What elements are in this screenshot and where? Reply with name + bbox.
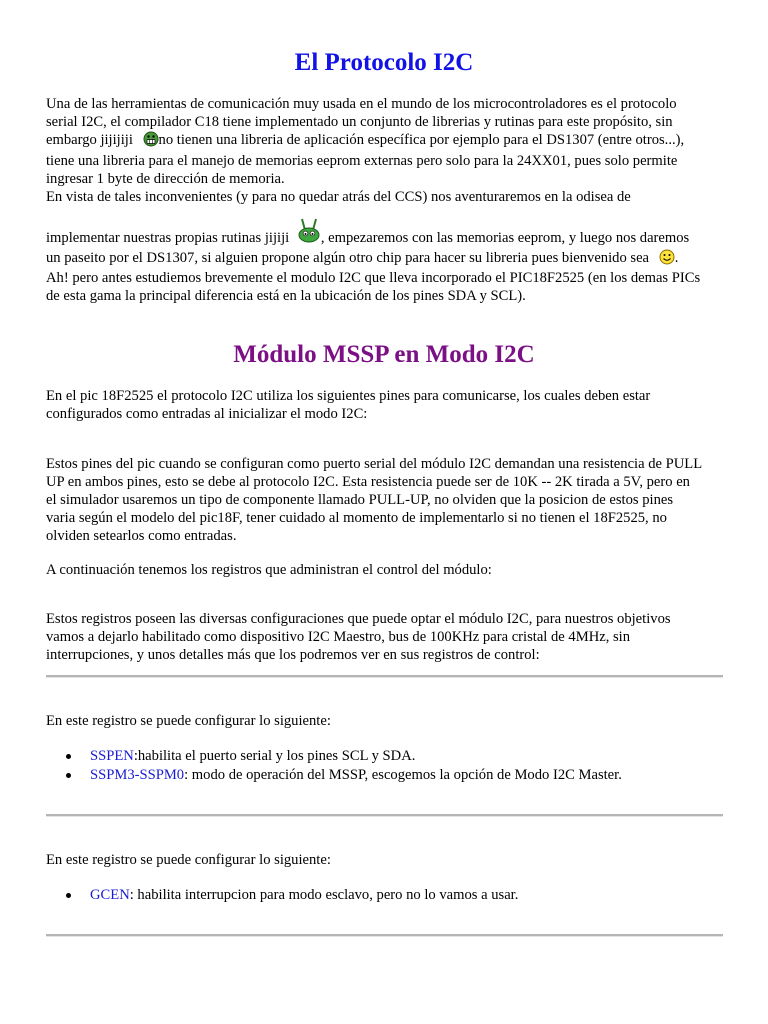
separator bbox=[46, 934, 723, 937]
intro-line-7 bbox=[46, 218, 726, 249]
bug-emoticon-icon bbox=[297, 218, 321, 249]
intro-line-3-start: embargo jijijiji bbox=[46, 132, 133, 148]
intro-line-4: tiene una libreria para el manejo de memorias eeprom externas pero solo para la 24XX01, pues solo permite bbox=[46, 153, 678, 169]
separator bbox=[46, 814, 723, 817]
list-item bbox=[46, 747, 726, 766]
register1-list bbox=[46, 747, 726, 785]
pullup-line-5: olviden setearlos como entradas. bbox=[46, 528, 237, 544]
intro-line-7-end: , empezaremos con las memorias eeprom, y luego nos daremos bbox=[320, 230, 690, 246]
registers-line-3: interrupciones, y unos detalles más que los podremos ver en sus registros de control: bbox=[46, 647, 540, 663]
section-title: Módulo MSSP en Modo I2C bbox=[233, 341, 535, 368]
bullet bbox=[66, 893, 71, 898]
registers-line-1: Estos registros poseen las diversas configuraciones que puede optar el módulo I2C, para nuestros objetivos bbox=[46, 611, 671, 627]
registers-intro: A continuación tenemos los registros que administran el control del módulo: bbox=[46, 562, 492, 578]
registers-line-2: vamos a dejarlo habilitado como dispositivo I2C Maestro, bus de 100KHz para cristal de 4MHz, sin bbox=[46, 629, 631, 645]
smiley-emoticon-icon bbox=[659, 249, 675, 270]
intro-line-7-start: implementar nuestras propias rutinas jijiji bbox=[46, 230, 290, 246]
term-description: : habilita interrupcion para modo esclavo, pero no lo vamos a usar. bbox=[129, 887, 519, 903]
register1-intro: En este registro se puede configurar lo siguiente: bbox=[46, 713, 331, 729]
page-title: El Protocolo I2C bbox=[294, 49, 474, 76]
term-description: : modo de operación del MSSP, escogemos la opción de Modo I2C Master. bbox=[184, 767, 622, 783]
note-paragraph bbox=[46, 269, 726, 305]
note-line-1: Ah! pero antes estudiemos brevemente el modulo I2C que lleva incorporado el PIC18F2525 (en los demas PICs bbox=[46, 270, 701, 286]
intro-line-8-start: un paseito por el DS1307, si alguien propone algún otro chip para hacer su libreria pues bienvenido sea bbox=[46, 250, 650, 266]
pullup-line-1: Estos pines del pic cuando se configuran como puerto serial del módulo I2C demandan una resistencia de PULL bbox=[46, 456, 703, 472]
intro-line-2: serial I2C, el compilador C18 tiene implementado un conjunto de librerias y rutinas para este propósito, sin bbox=[46, 114, 673, 130]
term-sspen: SSPEN bbox=[90, 748, 134, 764]
pins-paragraph bbox=[46, 387, 726, 423]
bullet bbox=[66, 754, 71, 759]
pins-line-2: configurados como entradas al inicializar el modo I2C: bbox=[46, 406, 368, 422]
term-description: :habilita el puerto serial y los pines SCL y SDA. bbox=[133, 748, 416, 764]
intro-line-5: ingresar 1 byte de dirección de memoria. bbox=[46, 171, 285, 187]
list-item bbox=[46, 886, 726, 905]
pullup-paragraph bbox=[46, 455, 726, 545]
pullup-line-4: varia según el modelo del pic18F, tener cuidado al momento de implementarlo si no tienen el 18F2525, no bbox=[46, 510, 667, 526]
intro-line-6: En vista de tales inconvenientes (y para no quedar atrás del CCS) nos aventuraremos en la odisea de bbox=[46, 189, 631, 205]
term-gcen: GCEN bbox=[90, 887, 130, 903]
pullup-line-2: UP en ambos pines, esto se debe al protocolo I2C. Esta resistencia puede ser de 10K -- 2K tirada a 5V, pero en bbox=[46, 474, 690, 490]
pullup-line-3: el simulador usaremos un tipo de componente llamado PULL-UP, no olviden que la posicion de estos pines bbox=[46, 492, 674, 508]
intro-line-3 bbox=[46, 131, 726, 152]
intro-line-8-end: . bbox=[674, 250, 679, 266]
registers-paragraph bbox=[46, 610, 726, 664]
grinning-emoticon-icon bbox=[143, 131, 159, 152]
list-item bbox=[46, 766, 726, 785]
note-line-2: de esta gama la principal diferencia está en la ubicación de los pines SDA y SCL). bbox=[46, 288, 526, 304]
intro-paragraph bbox=[46, 95, 726, 270]
pins-line-1: En el pic 18F2525 el protocolo I2C utiliza los siguientes pines para comunicarse, los cuales deben estar bbox=[46, 388, 651, 404]
intro-line-3-end: no tienen una libreria de aplicación específica por ejemplo para el DS1307 (entre otros...), bbox=[158, 132, 685, 148]
intro-line-8 bbox=[46, 249, 726, 270]
bullet bbox=[66, 773, 71, 778]
register2-list bbox=[46, 886, 726, 905]
term-sspm: SSPM3-SSPM0 bbox=[90, 767, 185, 783]
separator bbox=[46, 675, 723, 678]
register2-intro: En este registro se puede configurar lo siguiente: bbox=[46, 852, 331, 868]
intro-line-1: Una de las herramientas de comunicación muy usada en el mundo de los microcontroladores es el protocolo bbox=[46, 96, 677, 112]
